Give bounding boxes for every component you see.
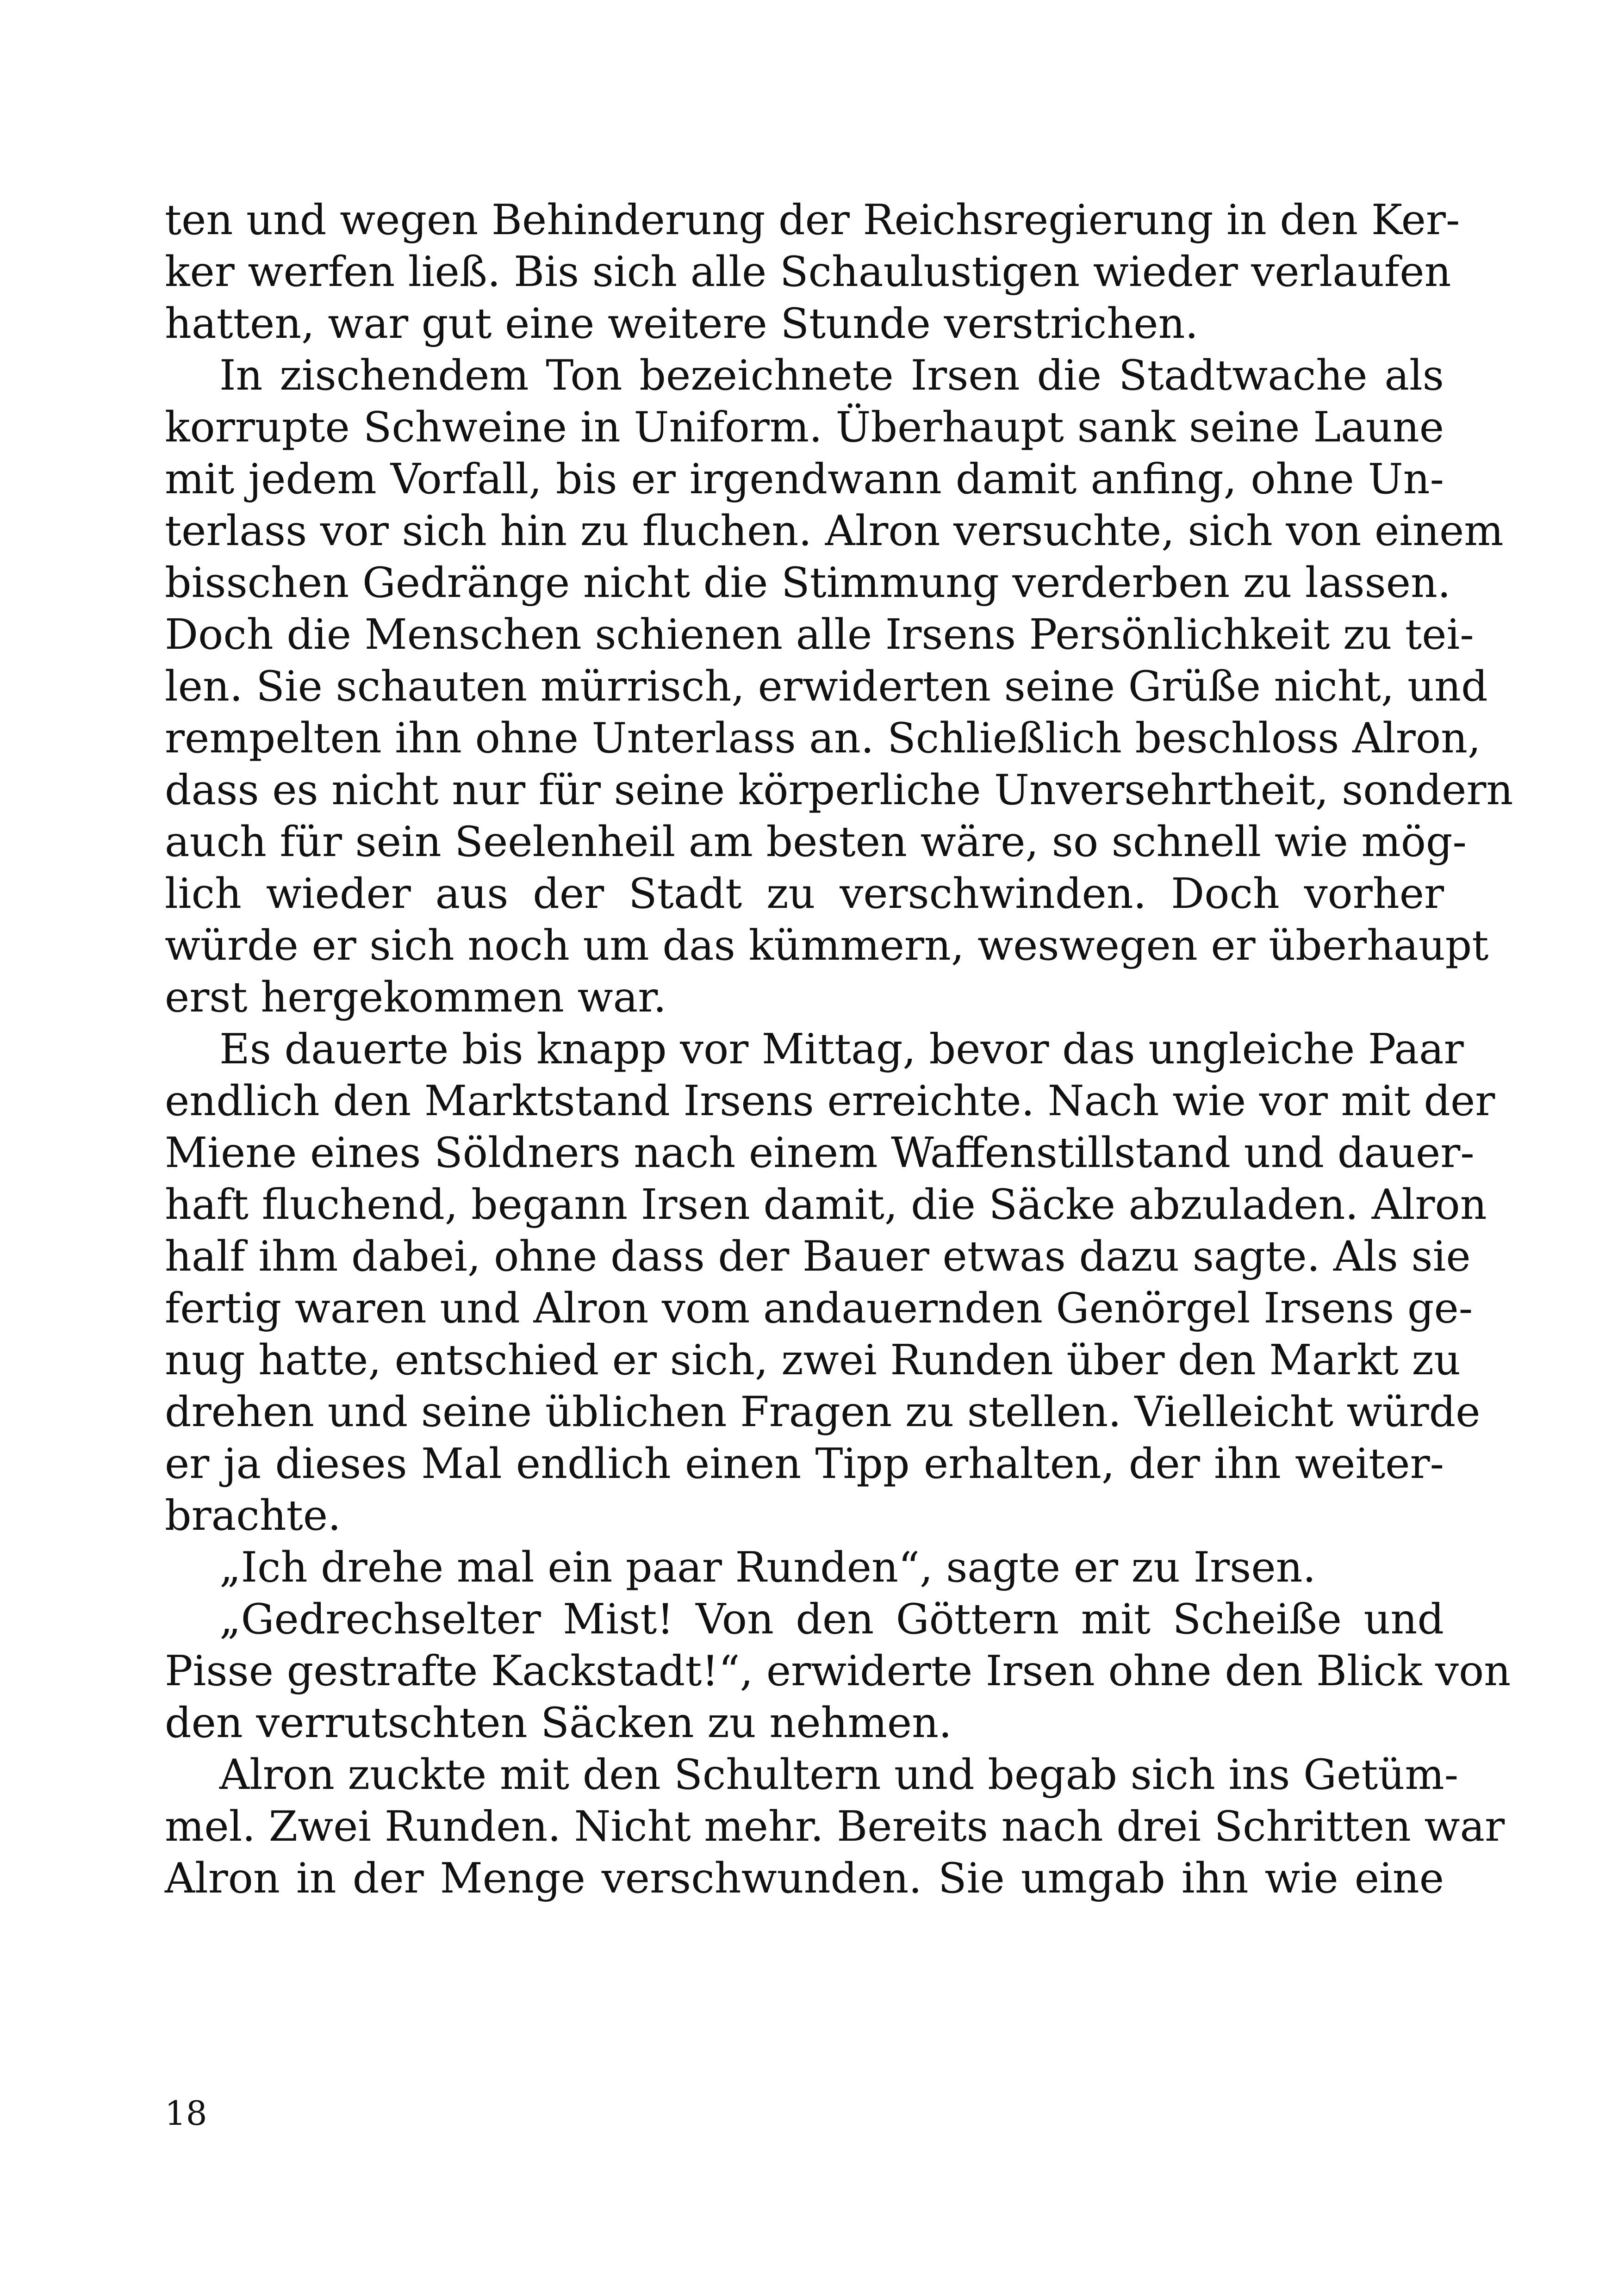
text-line: half ihm dabei, ohne dass der Bauer etwas dazu sagte. Als sie [165,1232,1471,1281]
text-line: er ja dieses Mal endlich einen Tipp erhalten, der ihn weiter- [165,1440,1444,1488]
text-line: brachte. [165,1491,341,1540]
text-line: fertig waren und Alron vom andauernden Genörgel Irsens ge- [165,1284,1473,1333]
text-line: In zischendem Ton bezeichnete Irsen die Stadtwache als [219,351,1444,400]
text-line: Miene eines Söldners nach einem Waffenstillstand und dauer- [165,1129,1475,1177]
text-line: mit jedem Vorfall, bis er irgendwann damit anfing, ohne Un- [165,455,1444,503]
text-line: Alron zuckte mit den Schultern und begab sich ins Getüm- [219,1750,1459,1799]
text-line: würde er sich noch um das kümmern, weswegen er überhaupt [165,921,1489,970]
text-line: ten und wegen Behinderung der Reichsregierung in den Ker- [165,196,1460,244]
text-line: mel. Zwei Runden. Nicht mehr. Bereits nach drei Schritten war [165,1802,1505,1851]
text-line: terlass vor sich hin zu fluchen. Alron versuchte, sich von einem [165,507,1504,555]
text-line: „Gedrechselter Mist! Von den Göttern mit Scheiße und [219,1595,1444,1644]
text-line: Doch die Menschen schienen alle Irsens Persönlichkeit zu tei- [165,610,1474,659]
text-line: bisschen Gedränge nicht die Stimmung verderben zu lassen. [165,558,1451,607]
text-line: haft fluchend, begann Irsen damit, die Säcke abzuladen. Alron [165,1180,1487,1229]
paragraph [165,1024,1495,1542]
text-line: erst hergekommen war. [165,973,667,1022]
paragraph [165,1749,1505,1905]
text-line: hatten, war gut eine weitere Stunde verstrichen. [165,299,1199,348]
page-number: 18 [165,2094,207,2133]
text-line: lich wieder aus der Stadt zu verschwinden. Doch vorher [165,869,1444,918]
text-line: korrupte Schweine in Uniform. Überhaupt sank seine Laune [165,403,1444,452]
paragraph [165,194,1460,350]
text-line: „Ich drehe mal ein paar Runden“, sagte er zu Irsen. [219,1543,1316,1592]
paragraph [165,350,1513,1024]
paragraph [165,1594,1511,1749]
text-line: dass es nicht nur für seine körperliche Unversehrtheit, sondern [165,766,1513,814]
text-line: drehen und seine üblichen Fragen zu stellen. Vielleicht würde [165,1388,1481,1436]
text-line: den verrutschten Säcken zu nehmen. [165,1699,952,1747]
text-line: endlich den Marktstand Irsens erreichte. Nach wie vor mit der [165,1077,1495,1125]
page-body [165,194,1513,1905]
paragraph [165,1542,1444,1594]
text-line: Pisse gestrafte Kackstadt!“, erwiderte Irsen ohne den Blick von [165,1647,1511,1695]
text-line: rempelten ihn ohne Unterlass an. Schließlich beschloss Alron, [165,714,1481,763]
text-line: nug hatte, entschied er sich, zwei Runden über den Markt zu [165,1336,1461,1384]
text-line: ker werfen ließ. Bis sich alle Schaulustigen wieder verlaufen [165,248,1451,296]
text-line: Alron in der Menge verschwunden. Sie umgab ihn wie eine [165,1854,1444,1903]
text-line: auch für sein Seelenheil am besten wäre, so schnell wie mög- [165,818,1467,866]
text-line: len. Sie schauten mürrisch, erwiderten seine Grüße nicht, und [165,662,1488,711]
text-line: Es dauerte bis knapp vor Mittag, bevor das ungleiche Paar [219,1025,1464,1074]
